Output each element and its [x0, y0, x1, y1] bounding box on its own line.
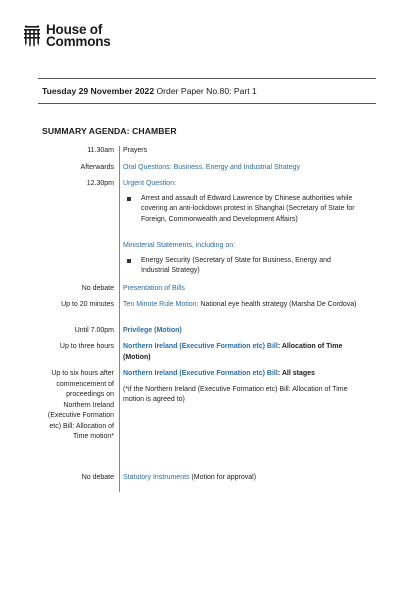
urgent-question-text: Arrest and assault of Edward Lawrence by Chinese authorities while covering an anti-lockdown protest in Shanghai (Secretary of State for Foreign, Commonwealth and Development Affairs) [141, 194, 355, 223]
statutory-instruments-link[interactable]: Statutory Instruments [123, 474, 190, 481]
ni-bill-link[interactable]: Northern Ireland (Executive Formation etc) Bill [123, 370, 278, 377]
agenda-row [38, 284, 358, 300]
agenda-time: Up to six hours after commencement of proceedings on Northern Ireland (Executive Formation etc) Bill: Allocation of Time motion* [47, 370, 114, 440]
agenda-time: No debate [81, 474, 114, 481]
order-paper-heading [42, 86, 257, 96]
bullet-square-icon [127, 197, 131, 201]
agenda-row [38, 342, 358, 369]
agenda-time: 12.30pm [86, 180, 114, 187]
list-item [123, 256, 358, 277]
agenda-row [38, 326, 358, 342]
agenda-row [38, 146, 358, 163]
agenda-row [38, 163, 358, 179]
agenda-time: Afterwards [80, 164, 114, 171]
statutory-instruments-text: (Motion for approval) [189, 474, 257, 481]
ministerial-statement-text: Energy Security (Secretary of State for Business, Energy and Industrial Strategy) [141, 256, 331, 274]
header-rule-top [38, 78, 376, 79]
agenda-row [38, 300, 358, 326]
urgent-question-link[interactable]: Urgent Question: [123, 180, 176, 187]
agenda-table [38, 146, 358, 489]
order-paper-number: Order Paper No.80: Part 1 [154, 86, 257, 96]
agenda-row [38, 241, 358, 284]
agenda-time: No debate [81, 285, 114, 292]
privilege-motion-link[interactable]: Privilege (Motion) [123, 327, 182, 334]
oral-questions-link[interactable]: Oral Questions: Business, Energy and Industrial Strategy [123, 164, 301, 171]
list-item [123, 194, 358, 226]
bullet-square-icon [127, 259, 131, 263]
ni-bill-allocation-text: : Allocation of Time (Motion) [123, 343, 343, 361]
agenda-row [38, 369, 358, 473]
agenda-time: Up to three hours [59, 343, 114, 350]
header-rule-bottom [38, 103, 376, 104]
order-paper-date: Tuesday 29 November 2022 [42, 86, 155, 96]
agenda-row [38, 179, 358, 241]
ten-minute-rule-text: : National eye health strategy (Marsha De Cordova) [196, 301, 357, 308]
logo-line-2: Commons [46, 34, 111, 49]
ten-minute-rule-link[interactable]: Ten Minute Rule Motion [123, 301, 197, 308]
agenda-time: Up to 20 minutes [61, 301, 114, 308]
ni-bill-all-stages-text: : All stages [277, 370, 315, 377]
ni-bill-link[interactable]: Northern Ireland (Executive Formation etc) Bill [123, 343, 278, 350]
ni-bill-note: (*if the Northern Ireland (Executive Formation etc) Bill: Allocation of Time motion is agreed to) [123, 385, 348, 403]
ministerial-statements-link[interactable]: Ministerial Statements, including on: [123, 242, 236, 249]
agenda-time: 11.30am [87, 147, 114, 154]
section-title: SUMMARY AGENDA: CHAMBER [42, 126, 177, 136]
agenda-item: Prayers [123, 147, 148, 154]
agenda-row [38, 473, 358, 489]
house-of-commons-logo [22, 24, 111, 48]
agenda-time: Until 7.00pm [74, 327, 114, 334]
presentation-of-bills-link[interactable]: Presentation of Bills [123, 285, 185, 292]
logo-line-1: House of [46, 22, 103, 37]
portcullis-icon [22, 25, 42, 47]
